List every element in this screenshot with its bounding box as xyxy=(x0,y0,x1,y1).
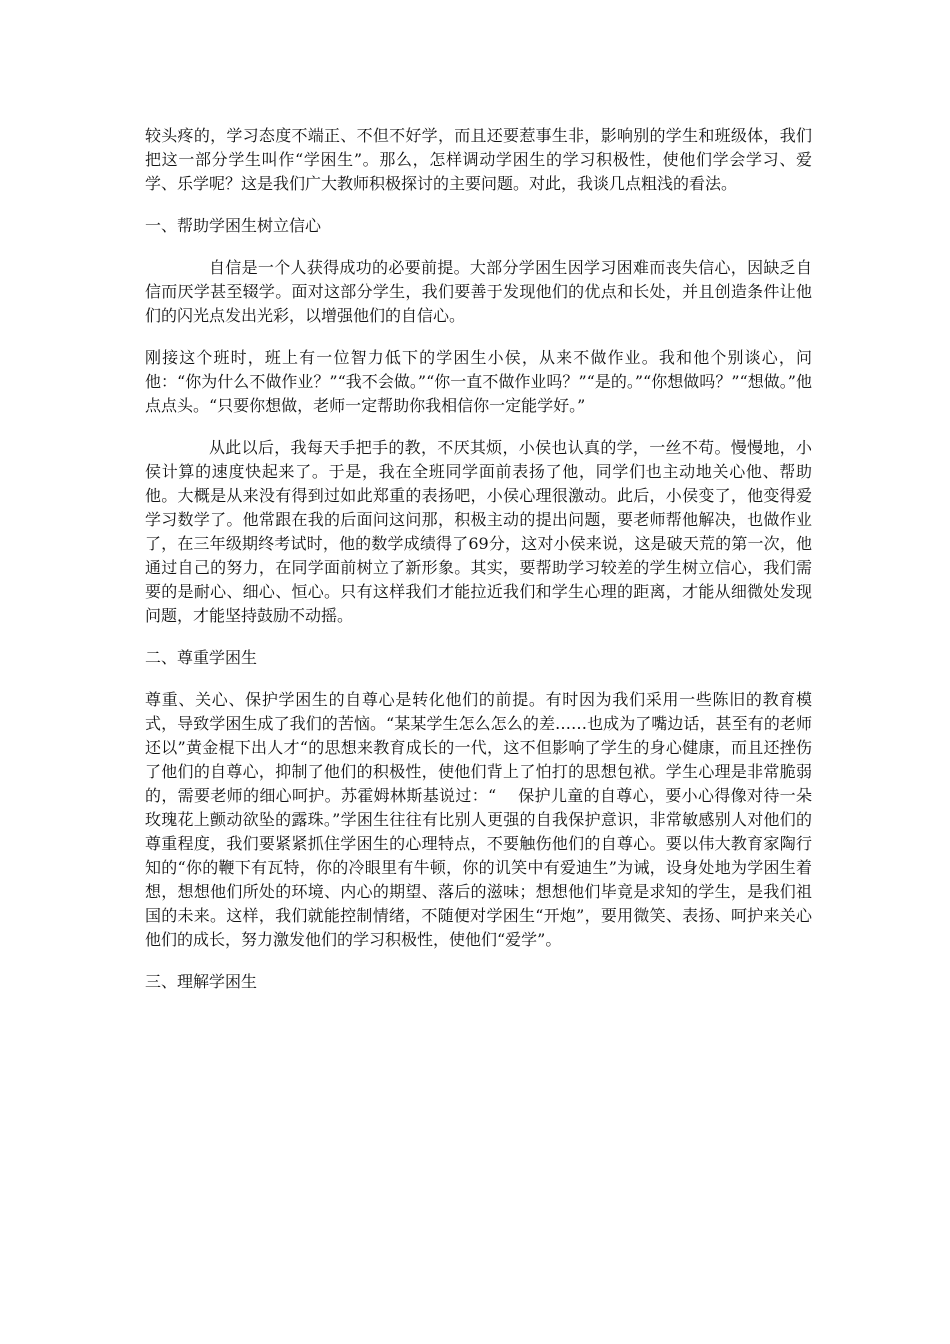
section-1-paragraph-b: 刚接这个班时，班上有一位智力低下的学困生小侯，从来不做作业。我和他个别谈心，问他：“你为什么不做作业？”“我不会做。”“你一直不做作业吗？”“是的。”“你想做吗？”“想做。”他点点头。“只要你想做，老师一定帮助你我相信你一定能学好。” xyxy=(145,348,812,415)
section-1-paragraph-c: 从此以后，我每天手把手的教，不厌其烦，小侯也认真的学，一丝不苟。慢慢地，小侯计算的速度快起来了。于是，我在全班同学面前表扬了他，同学们也主动地关心他、帮助他。大概是从来没有得到过如此郑重的表扬吧，小侯心理很激动。此后，小侯变了，他变得爱学习数学了。他常跟在我的后面问这问那，积极主动的提出问题，要老师帮他解决，也做作业了，在三年级期终考试时，他的数学成绩得了69分，这对小侯来说，这是破天荒的第一次，他通过自己的努力，在同学面前树立了新形象。其实，要帮助学习较差的学生树立信心，我们需要的是耐心、细心、恒心。只有这样我们才能拉近我们和学生心理的距离，才能从细微处发现问题，才能坚持鼓励不动摇。 xyxy=(145,438,812,625)
section-heading-3: 三、理解学困生 xyxy=(145,972,258,991)
document-page xyxy=(145,124,812,1012)
section-heading-1: 一、帮助学困生树立信心 xyxy=(145,216,322,235)
section-2-paragraph-a: 尊重、关心、保护学困生的自尊心是转化他们的前提。有时因为我们采用一些陈旧的教育模式，导致学困生成了我们的苦恼。“某某学生怎么怎么的差……也成为了嘴边话，甚至有的老师还以”黄金棍下出人才“的思想来教育成长的一代，这不但影响了学生的身心健康，而且还挫伤了他们的自尊心，抑制了他们的积极性，使他们背上了怕打的思想包袱。学生心理是非常脆弱的，需要老师的细心呵护。苏霍姆林斯基说过：“ 保护儿童的自尊心，要小心得像对待一朵玫瑰花上颤动欲坠的露珠。”学困生往往有比别人更强的自我保护意识，非常敏感别人对他们的尊重程度，我们要紧紧抓住学困生的心理特点，不要触伤他们的自尊心。要以伟大教育家陶行知的“你的鞭下有瓦特，你的冷眼里有牛顿，你的讥笑中有爱迪生”为诫，设身处地为学困生着想，想想他们所处的环境、内心的期望、落后的滋味；想想他们毕竟是求知的学生，是我们祖国的未来。这样，我们就能控制情绪，不随便对学困生“开炮”，要用微笑、表扬、呵护来关心他们的成长，努力激发他们的学习积极性，使他们“爱学”。 xyxy=(145,690,812,949)
section-1-paragraph-a: 自信是一个人获得成功的必要前提。大部分学困生因学习困难而丧失信心，因缺乏自信而厌学甚至辍学。面对这部分学生，我们要善于发现他们的优点和长处，并且创造条件让他们的闪光点发出光彩，以增强他们的自信心。 xyxy=(145,258,812,325)
section-heading-2: 二、尊重学困生 xyxy=(145,648,258,667)
intro-paragraph: 较头疼的，学习态度不端正、不但不好学，而且还要惹事生非，影响别的学生和班级体，我们把这一部分学生叫作“学困生”。那么，怎样调动学困生的学习积极性，使他们学会学习、爱学、乐学呢？这是我们广大教师积极探讨的主要问题。对此，我谈几点粗浅的看法。 xyxy=(145,126,812,193)
